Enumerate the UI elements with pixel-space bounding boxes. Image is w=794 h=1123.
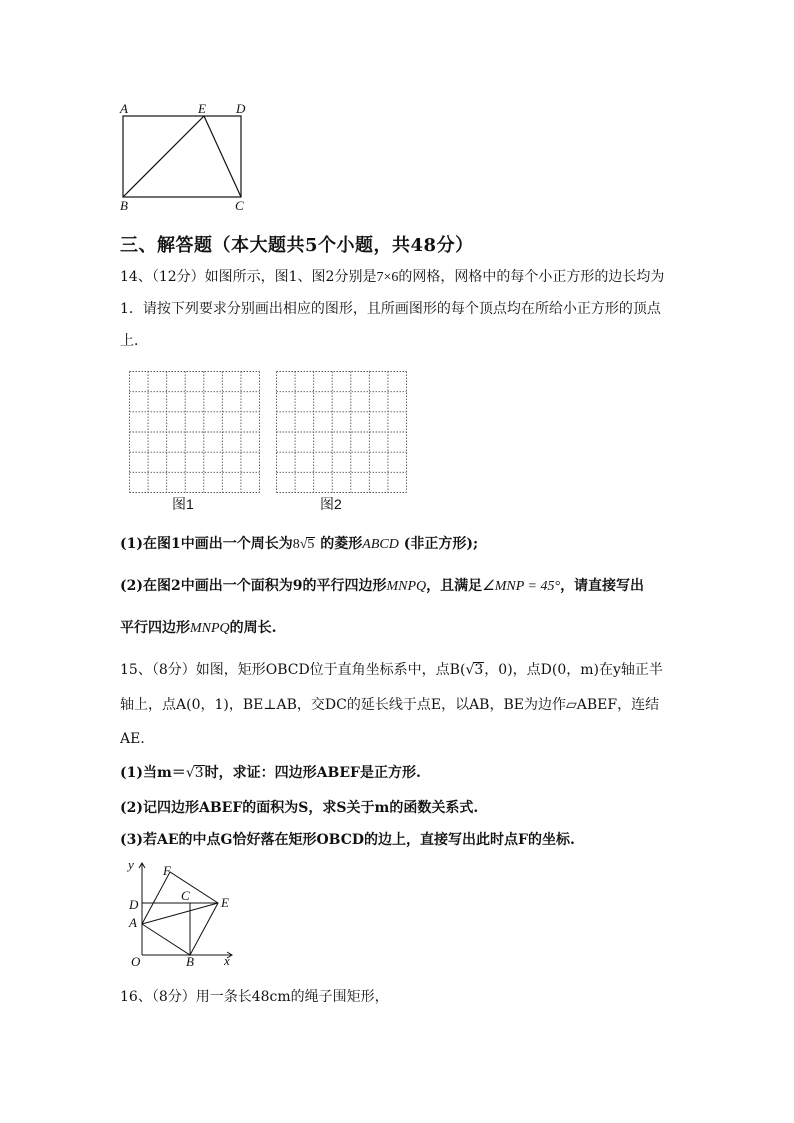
label-D: D (236, 101, 246, 116)
q14-line1: 14、（12分）如图所示，图1、图2分别是7×6的网格，网格中的每个小正方形的边长均为 (120, 269, 665, 285)
fig15-label-F: F (163, 863, 171, 878)
q15-line3: AE． (120, 731, 155, 747)
grid-figure-1 (129, 371, 260, 493)
q14-part1: (1)在图1中画出一个周长为8√5 的菱形ABCD (非正方形); (120, 536, 479, 552)
fig15-label-B: B (186, 954, 194, 969)
label-A: A (120, 101, 128, 116)
fig15-label-y: y (128, 857, 134, 872)
q15-part3: (3)若AE的中点G恰好落在矩形OBCD的边上，直接写出此时点F的坐标. (120, 832, 575, 848)
label-E: E (198, 101, 206, 116)
q15-line1: 15、（8分）如图，矩形OBCD位于直角坐标系中，点B(√3，0)，点D(0，m)在y轴正半 (120, 662, 663, 678)
q15-line2: 轴上，点A(0，1)，BE⊥AB，交DC的延长线于点E，以AB，BE为边作▱ABEF，连结 (120, 697, 660, 713)
fig15-label-A: A (129, 915, 137, 930)
q15-part1: (1)当m＝√3时，求证：四边形ABEF是正方形. (120, 765, 421, 781)
fig15-label-O: O (131, 954, 141, 969)
fig15-label-D: D (129, 897, 139, 912)
fig15-label-E: E (221, 895, 229, 910)
q16-line1: 16、（8分）用一条长48cm的绳子围矩形， (120, 989, 389, 1005)
section-title: 三、解答题（本大题共5个小题，共48分） (120, 235, 474, 256)
label-C: C (235, 198, 244, 213)
fig1-caption: 图1 (172, 496, 194, 512)
fig15-label-x: x (224, 953, 230, 968)
grid-figure-2 (276, 371, 407, 493)
q14-line2: 1．请按下列要求分别画出相应的图形，且所画图形的每个顶点均在所给小正方形的顶点 (120, 301, 661, 317)
q14-line3: 上． (120, 333, 148, 349)
fig15-label-C: C (181, 888, 190, 903)
q15-part2: (2)记四边形ABEF的面积为S，求S关于m的函数关系式. (120, 800, 479, 816)
label-B: B (120, 198, 128, 213)
q14-part2: (2)在图2中画出一个面积为9的平行四边形MNPQ，且满足∠MNP = 45°，请直接写出 (120, 578, 645, 594)
q14-part2-line2: 平行四边形MNPQ的周长. (120, 620, 277, 636)
fig2-caption: 图2 (320, 496, 342, 512)
